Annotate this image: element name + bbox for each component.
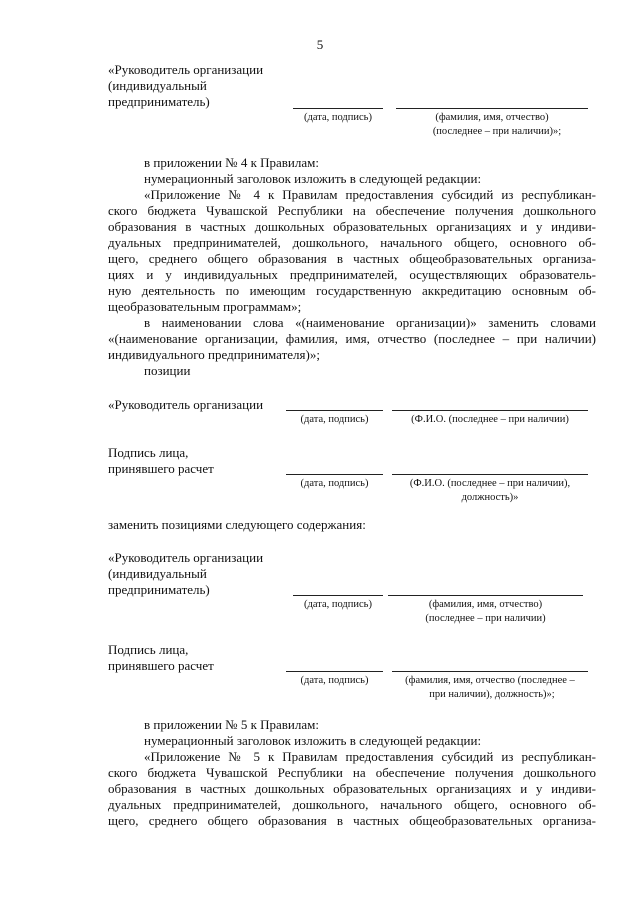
date-signature-line	[293, 108, 383, 109]
text-line: ского бюджета Чувашской Республики на обеспечение получения дошкольного	[108, 765, 596, 780]
date-signature-line	[293, 595, 383, 596]
text-line: щеобразовательным программам»;	[108, 299, 302, 314]
date-signature-caption: (дата, подпись)	[300, 478, 369, 489]
text-line: «Приложение № 5 к Правилам предоставления субсидий из республикан-	[144, 749, 596, 764]
text-line: «Приложение № 4 к Правилам предоставления субсидий из республикан-	[144, 187, 596, 202]
text-line: «(наименование организации, фамилия, имя, отчество (последнее – при наличии)	[108, 331, 596, 346]
name-caption-line: (последнее – при наличии)	[425, 613, 546, 624]
date-signature-caption: (дата, подпись)	[300, 675, 369, 686]
text-line: в приложении № 5 к Правилам:	[144, 717, 319, 732]
text-line: нумерационный заголовок изложить в следующей редакции:	[144, 733, 482, 748]
signature-label-line: (индивидуальный	[108, 566, 207, 581]
name-caption-line: должность)»	[461, 492, 519, 503]
name-signature-line	[392, 410, 588, 411]
text-line: циях и у индивидуальных предпринимателей, осуществляющих образователь-	[108, 267, 596, 282]
signature-label-line: «Руководитель организации	[108, 397, 264, 412]
text-line: дуальных предпринимателей, дошкольного, начального общего, основного об-	[108, 235, 596, 250]
text-line: ского бюджета Чувашской Республики на обеспечение получения дошкольного	[108, 203, 596, 218]
text-line: образования в частных дошкольных образовательных организациях и у индиви-	[108, 219, 596, 234]
date-signature-line	[286, 410, 383, 411]
name-caption-line: (Ф.И.О. (последнее – при наличии)	[411, 414, 569, 425]
text-line: дуальных предпринимателей, дошкольного, начального общего, основного об-	[108, 797, 596, 812]
signature-label-line: «Руководитель организации	[108, 62, 264, 77]
name-signature-line	[392, 474, 588, 475]
signature-label-line: (индивидуальный	[108, 78, 207, 93]
signature-label-line: Подпись лица,	[108, 642, 189, 657]
name-signature-line	[388, 595, 583, 596]
date-signature-caption: (дата, подпись)	[304, 599, 372, 610]
signature-label-line: Подпись лица,	[108, 445, 189, 460]
signature-label-line: принявшего расчет	[108, 658, 214, 673]
text-line: индивидуального предпринимателя)»;	[108, 347, 320, 362]
text-line: в приложении № 4 к Правилам:	[144, 155, 319, 170]
date-signature-caption: (дата, подпись)	[304, 112, 372, 123]
text-line: образования в частных дошкольных образовательных организациях и у индиви-	[108, 781, 596, 796]
text-line: щего, среднего общего образования в частных общеобразовательных организа-	[108, 251, 596, 266]
date-signature-caption: (дата, подпись)	[300, 414, 369, 425]
name-caption-line: (фамилия, имя, отчество)	[435, 112, 549, 123]
text-line: щего, среднего общего образования в частных общеобразовательных организа-	[108, 813, 596, 828]
name-signature-line	[396, 108, 588, 109]
name-signature-line	[392, 671, 588, 672]
text-line: нумерационный заголовок изложить в следующей редакции:	[144, 171, 482, 186]
text-line: заменить позициями следующего содержания:	[108, 517, 366, 532]
name-caption-line: (последнее – при наличии)»;	[432, 126, 562, 137]
text-line: в наименовании слова «(наименование организации)» заменить словами	[144, 315, 596, 330]
name-caption-line: (фамилия, имя, отчество)	[428, 599, 543, 610]
page-number: 5	[316, 37, 324, 52]
signature-label-line: принявшего расчет	[108, 461, 214, 476]
name-caption-line: (фамилия, имя, отчество (последнее –	[405, 675, 575, 686]
signature-label-line: предприниматель)	[108, 582, 210, 597]
date-signature-line	[286, 474, 383, 475]
text-line: позиции	[144, 363, 191, 378]
signature-label-line: предприниматель)	[108, 94, 210, 109]
signature-label-line: «Руководитель организации	[108, 550, 264, 565]
name-caption-line: (Ф.И.О. (последнее – при наличии),	[409, 478, 571, 489]
date-signature-line	[286, 671, 383, 672]
text-line: ную деятельность по имеющим государственную аккредитацию основным об-	[108, 283, 596, 298]
name-caption-line: при наличии), должность)»;	[429, 689, 555, 700]
